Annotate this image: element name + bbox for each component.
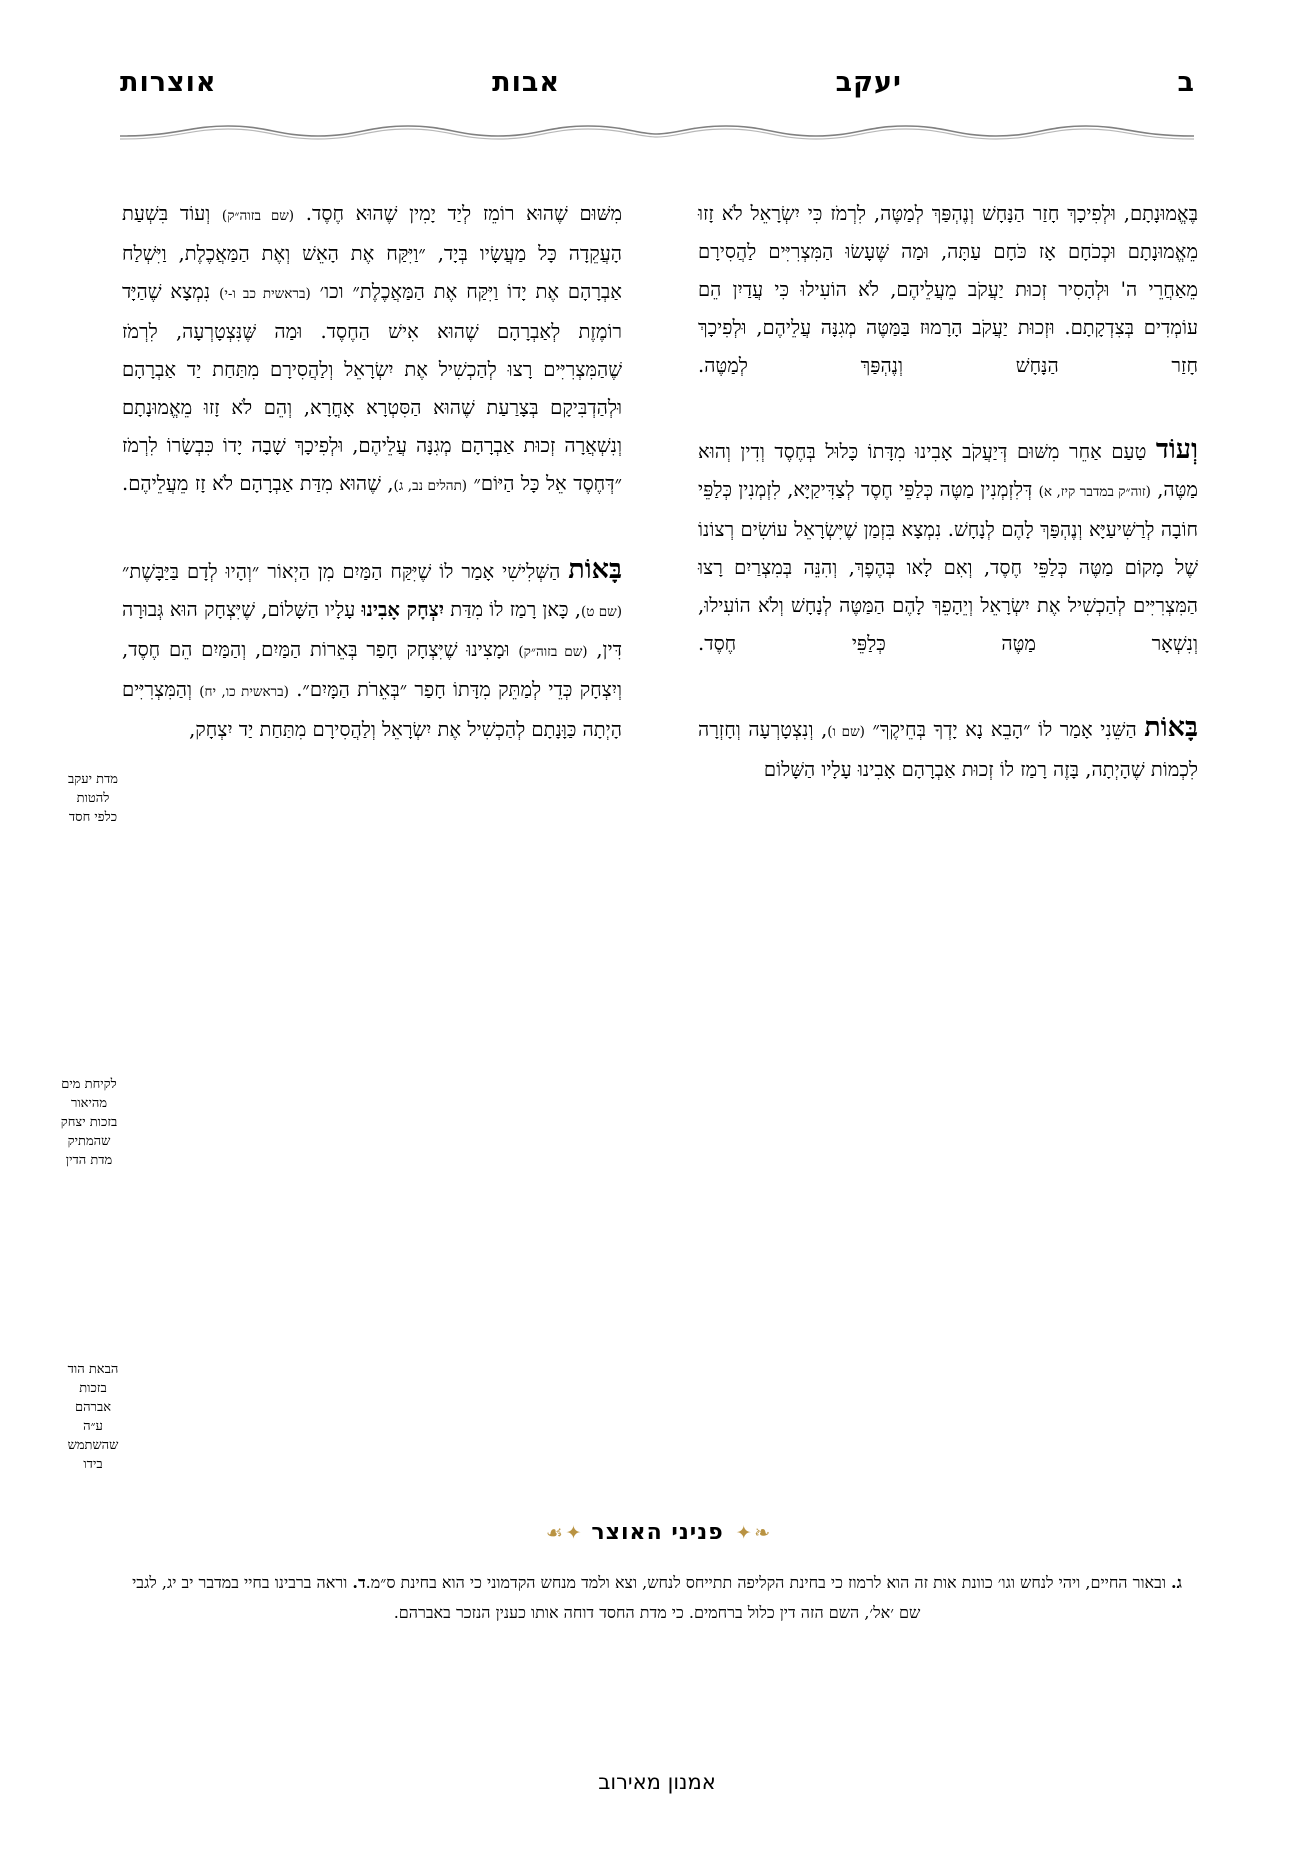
para-left-source3: (תהלים נב, ג) <box>393 478 468 494</box>
section-bot-shlishi-text2: , כָּאן רָמַז לוֹ מִדַּת <box>443 598 581 621</box>
section-bot-shlishi-text5: וְהַמִּצְרִיִּים הָיְתָה כַּוָּנָתָם לְהַכְשִׁיל אֶת יִשְׂרָאֵל וְלַהֲסִירָם מִתַּחַת יַד יִצְחָק, <box>122 678 622 741</box>
section-bot-shlishi-text4: וּמָצִינוּ שֶׁיִּצְחָק חָפַר בְּאֵרוֹת הַמַּיִם, וְהַמַּיִם הֵם חֶסֶד, וְיִצְחָק כְּדֵי לְמַתֵּק מִדָּתוֹ חָפַר ״בְּאֵרֹת הַמָּיִם״. <box>122 638 622 701</box>
header-ornamental-rule <box>118 120 1196 146</box>
footer-note-text-1: וראה ברבינו בחיי במדבר יב יג, לגבי שם ׳אל׳, השם הזה דין כלול ברחמים. כי מדת החסד דוחה אותו כענין הנזכר באברהם. <box>132 1573 921 1622</box>
footer-section <box>120 1520 1194 1628</box>
paragraph-continuation-right: בֶּאֱמוּנָתָם, וּלְפִיכָךְ חָזַר הַנָּחָשׁ וְנֶהְפַּךְ לְמַטֶּה, לִרְמֹז כִּי יִשְׂרָאֵל לֹא זָזוּ מֵאֱמוּנָתָם וּכְכֹחָם אָז כֹּחָם עַתָּה, וּמַה שֶּׁעָשׂוּ הַמִּצְרִיִּים לַהֲסִירָם מֵאַחֲרֵי ה' וּלְהָסִיר זְכוּת יַעֲקֹב מֵעֲלֵיהֶם, לֹא הוֹעִילוּ כִּי עֲדַיִן הֵם עוֹמְדִים בְּצִדְקָתָם. וּזְכוּת יַעֲקֹב הָרָמוּז בַּמַּטֶּה מְגִנָּה עֲלֵיהֶם, וּלְפִיכָךְ חָזַר הַנָּחָשׁ וְנֶהְפַּךְ לְמַטֶּה. <box>698 202 1198 377</box>
para-left-source2: (בראשית כב ו-י) <box>219 286 311 302</box>
ornament-left-icon: ❧ ✦ <box>735 1522 769 1544</box>
header-word-otzrot: אוצרות <box>120 66 217 98</box>
gloss-bot-shlishi: לקיחת מים מהיאור בזכות יצחק שהמתיק מדת הדין <box>60 1077 118 1168</box>
section-bot-sheni-leadword: בָּאוֹת <box>1144 712 1199 743</box>
section-veod <box>698 431 1198 663</box>
para-left-text2: וְעוֹד בִּשְׁעַת הָעֲקֵדָה כָּל מַעֲשָׂיו בְּיָד, ״וַיִּקַּח אֶת הָאֵשׁ וְאֶת הַמַּאֲכֶלֶת, וַיִּשְׁלַח אַבְרָהָם אֶת יָדוֹ וַיִּקַּח אֶת הַמַּאֲכֶלֶת״ וכו׳ <box>122 202 622 303</box>
section-veod-text2: דְּלִזְמְנִין מַטֶּה כְּלַפֵּי חֶסֶד לְצַדִּיקַיָּא, לִזְמְנִין כְּלַפֵּי חוֹבָה לְרַשִּׁיעַיָּא וְנֶהְפַּךְ לָהֶם לְנָחָשׁ. נִמְצָא בִּזְמַן שֶׁיִּשְׂרָאֵל עוֹשִׂים רְצוֹנוֹ שֶׁל מָקוֹם מַטֶּה כְּלַפֵּי חֶסֶד, וְאִם לָאו בְּהֶפֶךְ, וְהִנֵּה בְּמִצְרַיִם רָצוּ הַמִּצְרִיִּים לְהַכְשִׁיל אֶת יִשְׂרָאֵל וְיֵהָפֵךְ לָהֶם הַמַּטֶּה לְנָחָשׁ וְלֹא הוֹעִילוּ, וְנִשְׁאָר מַטֶּה כְּלַפֵּי חֶסֶד. <box>698 478 1198 655</box>
gloss-veod: מדת יעקב להטות כלפי חסד <box>67 772 118 825</box>
para-left-source1: (שם בזוה״ק) <box>221 208 295 224</box>
body-columns <box>60 195 1260 1325</box>
footer-title-row <box>120 1520 1194 1552</box>
section-veod-source1: (זוה״ק במדבר קיז, א) <box>1038 484 1151 500</box>
footer-note-text-0: ובאור החיים, ויהי לנחש וגו׳ כוונת אות זה הוא לרמוז כי בחינת הקליפה תתייחס לנחש, וצא ולמד מנחש הקדמוני כי הוא בחינת ס״מ. <box>365 1573 1172 1592</box>
section-bot-sheni-text2: , וְנִצְטָרְעָה וְחָזְרָה לִכְמוֹת שֶׁהָיְתָה, בָּזֶה רָמַז לוֹ זְכוּת אַבְרָהָם אָבִינוּ עָלָיו הַשָּׁלוֹם <box>698 718 1198 781</box>
bottom-attribution: אמנון מאירוב <box>598 1770 716 1794</box>
section-bot-shlishi-leadword: בָּאוֹת <box>568 554 622 585</box>
para-left-text1: מִשּׁוּם שֶׁהוּא רוֹמֵז לְיַד יָמִין שֶׁהוּא חֶסֶד. <box>294 202 623 225</box>
footer-note-marker-1: ד. <box>352 1573 366 1592</box>
column-right <box>698 195 1198 789</box>
section-veod-leadword: וְעוֹד <box>1155 434 1198 465</box>
section-bot-shlishi-text1: הַשְּׁלִישִׁי אָמַר לוֹ שֶׁיִּקַּח הַמַּיִם מִן הַיְאוֹר ״וְהָיוּ לְדָם בַּיַּבָּשֶׁת״ <box>122 560 569 583</box>
para-left-text4: , שֶׁהוּא מִדַּת אַבְרָהָם לֹא זָז מֵעֲלֵיהֶם. <box>122 472 394 495</box>
section-bot-shlishi-bold1: יִצְחָק אָבִינוּ <box>361 598 444 621</box>
header-word-avot: אבות <box>492 66 560 98</box>
section-bot-shlishi <box>122 551 622 749</box>
paragraph-continuation-left <box>122 195 622 505</box>
section-bot-sheni <box>698 709 1198 789</box>
section-bot-sheni-source1: (שם ו) <box>827 724 865 740</box>
footer-notes <box>120 1568 1194 1628</box>
section-bot-shlishi-source2: (שם בזוה״ק) <box>518 644 588 660</box>
column-left <box>122 195 622 749</box>
page-number: ב <box>1177 66 1194 98</box>
section-bot-shlishi-source1: (שם ט) <box>581 604 622 620</box>
page-header <box>120 58 1194 106</box>
footer-title: פניני האוצר <box>591 1520 724 1545</box>
footer-note-marker-0: ג. <box>1171 1573 1182 1592</box>
header-word-yaakov: יעקב <box>835 66 902 98</box>
section-bot-shlishi-source3: (בראשית כו, יח) <box>199 684 289 700</box>
section-bot-sheni-text1: הַשֵּׁנִי אָמַר לוֹ ״הָבֵא נָא יָדְךָ בְּחֵיקֶךָ״ <box>864 718 1145 741</box>
para-left-text3: נִמְצָא שֶׁהַיָּד רוֹמֶזֶת לְאַבְרָהָם שֶׁהוּא אִישׁ הַחֶסֶד. וּמַה שֶּׁנִּצְטָרְעָה, לִרְמֹז שֶׁהַמִּצְרִיִּים רָצוּ לְהַכְשִׁיל אֶת יִשְׂרָאֵל וְלַהֲסִירָם מִתַּחַת יַד אַבְרָהָם וּלְהַדְבִּיקָם בְּצָרַעַת שֶׁהוּא הַסִּטְרָא אָחֳרָא, וְהֵם לֹא זָזוּ מֵאֱמוּנָתָם וְנִשְׁאֲרָה זְכוּת אַבְרָהָם מְגִנָּה עֲלֵיהֶם, וּלְפִיכָךְ שָׁבָה יָדוֹ כִּבְשָׂרוֹ לִרְמֹז ״דְּחֶסֶד אֵל כָּל הַיּוֹם״ <box>122 280 622 495</box>
gloss-bot-sheni: הבאת הוד בזכות אברהם ע״ה שהשתמש בידו <box>67 1362 119 1472</box>
section-bot-shlishi-text3: עָלָיו הַשָּׁלוֹם, שֶׁיִּצְחָק הוּא גְּבוּרָה דִּין, <box>122 598 622 661</box>
ornament-right-icon: ✦ ☙ <box>545 1522 580 1544</box>
section-veod-text1: טַעַם אַחֵר מִשּׁוּם דְּיַעֲקֹב אָבִינוּ מִדָּתוֹ כָּלוּל בְּחֶסֶד וְדִין וְהוּא מַטֶּה, <box>698 440 1198 501</box>
